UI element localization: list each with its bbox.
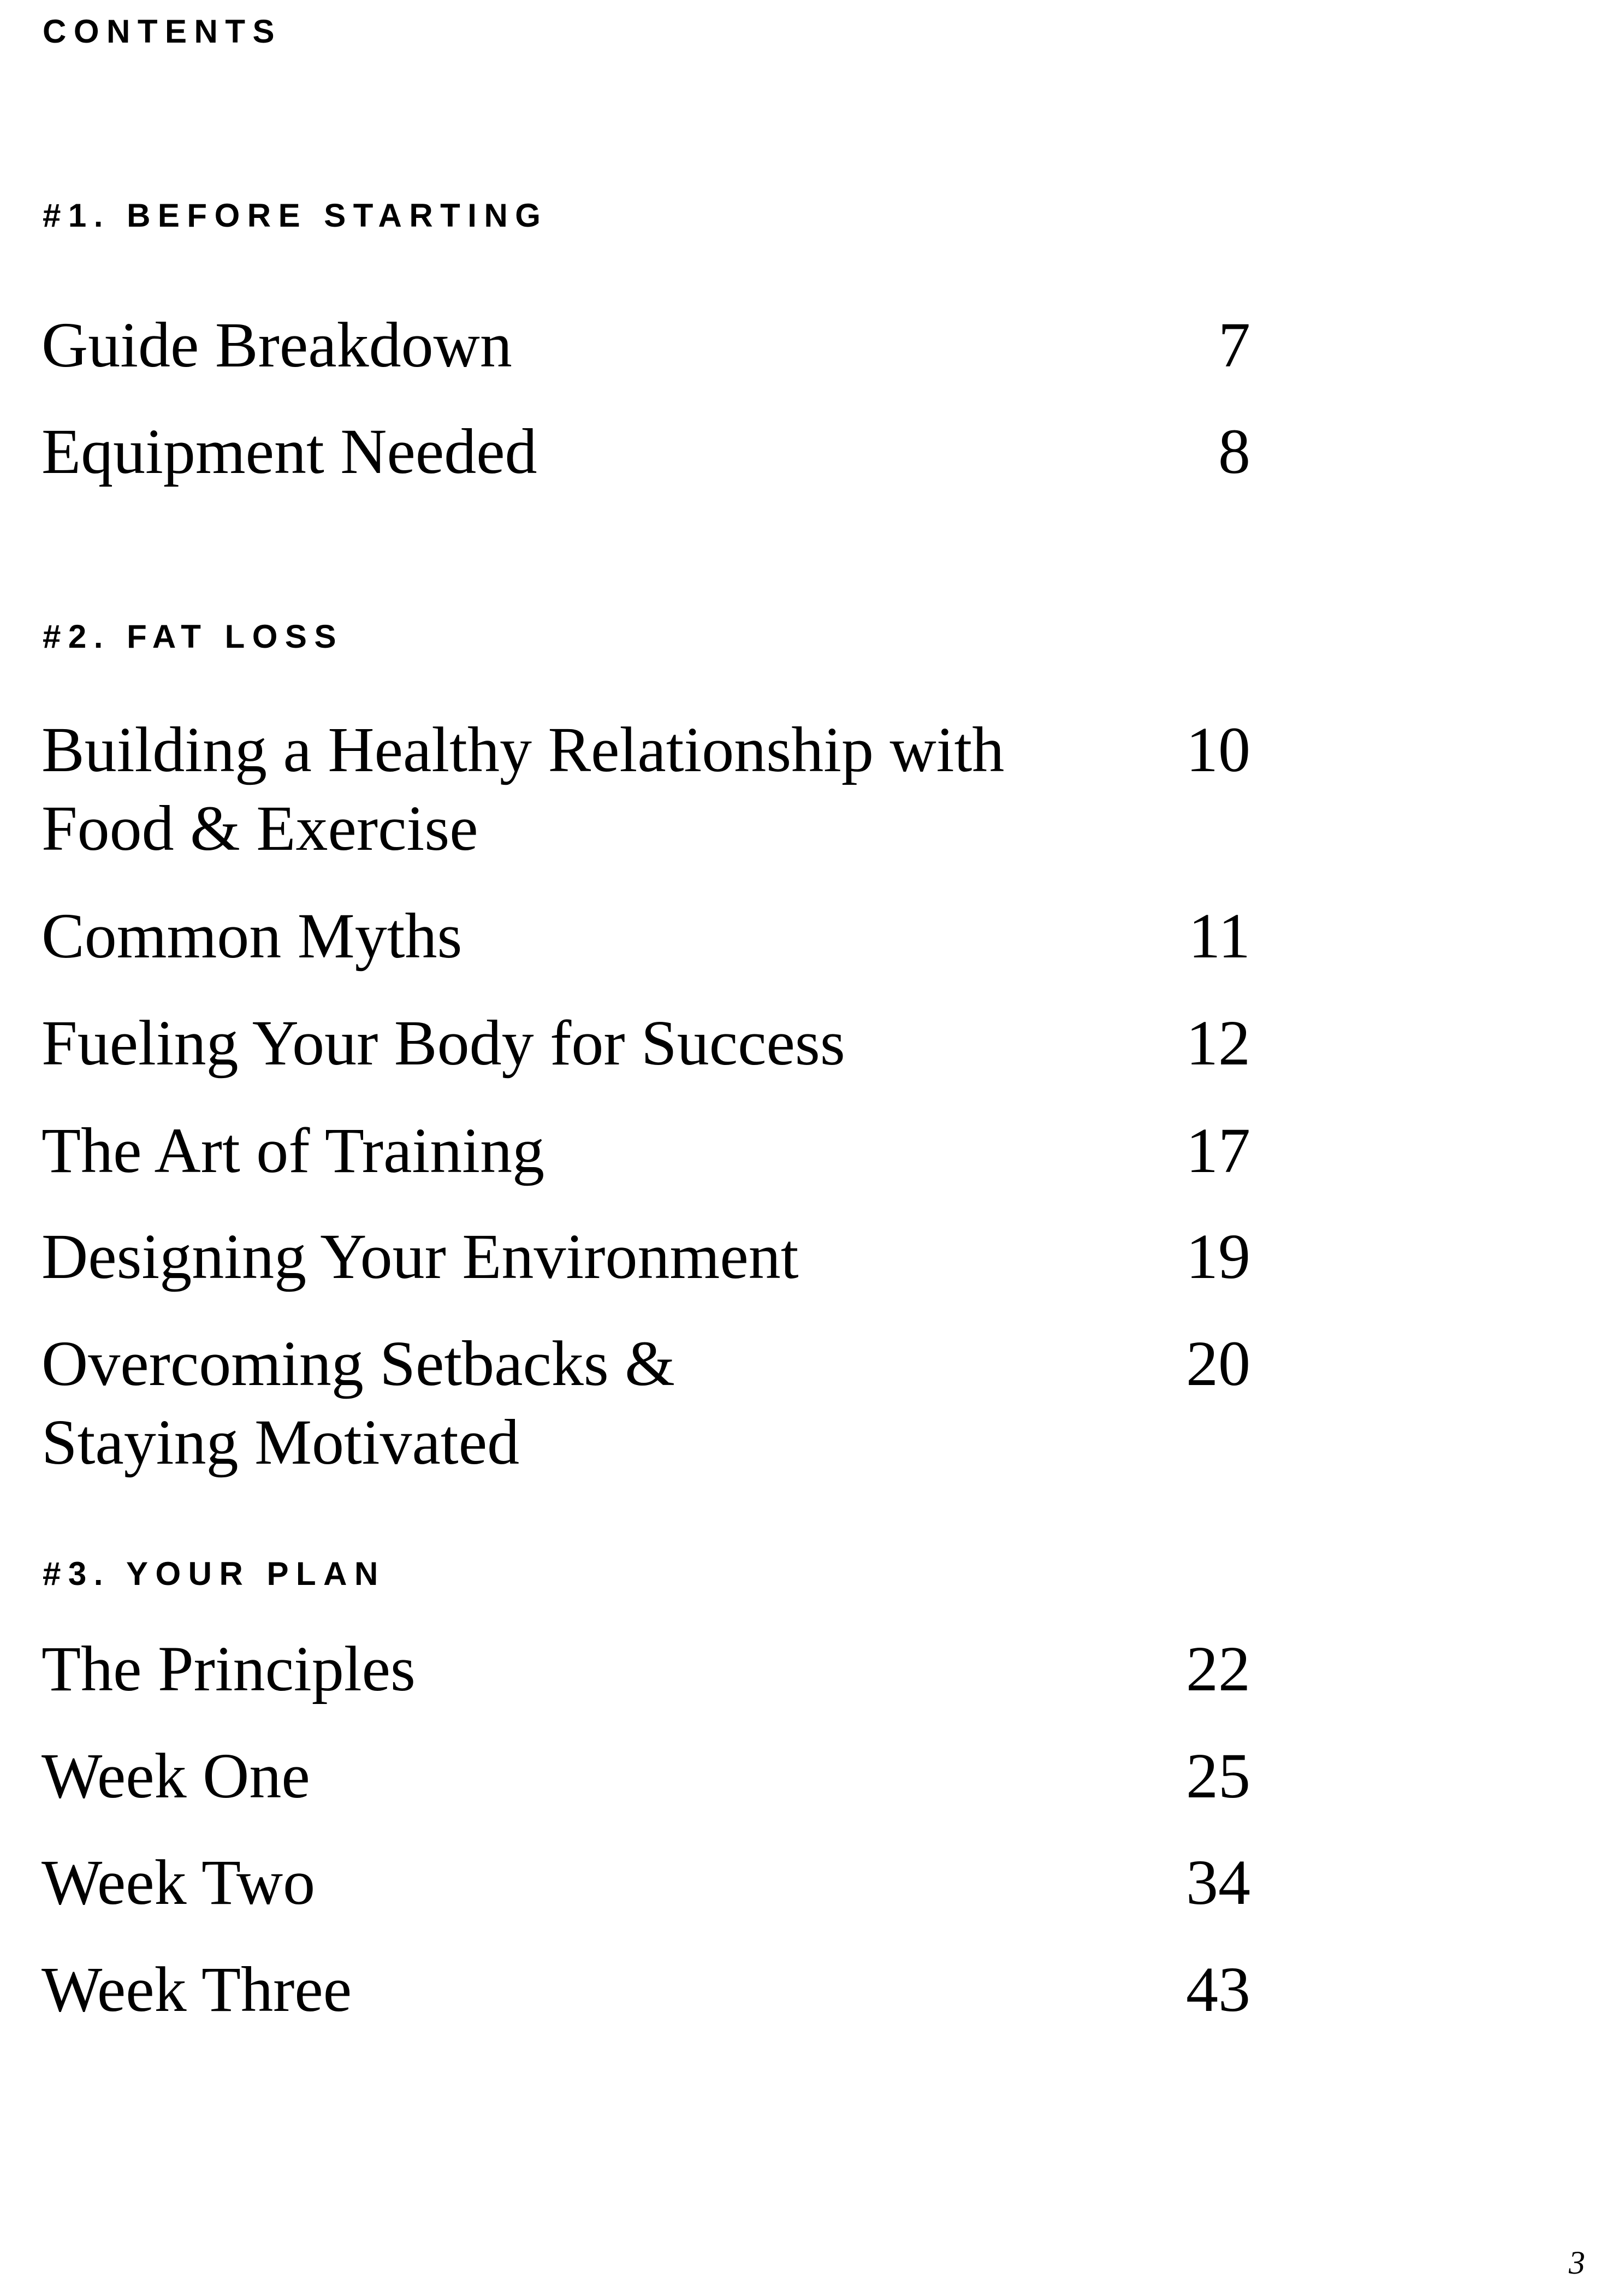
toc-entry-title [41, 1111, 544, 1190]
toc-entry-title [41, 1843, 315, 1922]
toc-entry-title-line: Building a Healthy Relationship with [41, 714, 1005, 785]
toc-entry-title [41, 1324, 675, 1482]
toc-entry-equipment-needed[interactable] [41, 412, 1250, 491]
toc-entry-page-number: 10 [1186, 714, 1250, 785]
toc-entry-fueling-your-body[interactable] [41, 1004, 1250, 1082]
toc-entry-the-principles[interactable] [41, 1630, 1250, 1708]
toc-entry-page-number: 22 [1186, 1633, 1250, 1705]
toc-entry-common-myths[interactable] [41, 897, 1250, 975]
toc-entry-week-three[interactable] [41, 1950, 1250, 2029]
toc-entry-title-line: Common Myths [41, 900, 462, 972]
toc-entry-title-line: Week One [41, 1740, 310, 1812]
toc-entry-art-of-training[interactable] [41, 1111, 1250, 1190]
page-number: 3 [1569, 2245, 1585, 2281]
toc-entry-title-line: Overcoming Setbacks & [41, 1328, 675, 1399]
toc-entry-page-number: 17 [1186, 1115, 1250, 1186]
toc-entry-title-line: Fueling Your Body for Success [41, 1007, 845, 1079]
toc-entry-week-two[interactable] [41, 1843, 1250, 1922]
toc-entry-page-number: 7 [1218, 309, 1250, 381]
toc-entry-designing-environment[interactable] [41, 1217, 1250, 1296]
toc-entry-title-line: Week Two [41, 1847, 316, 1918]
toc-entry-page-number: 20 [1186, 1328, 1250, 1399]
toc-entry-title-line: The Art of Training [41, 1115, 545, 1186]
toc-entry-page-number: 11 [1188, 900, 1250, 972]
toc-entry-title [41, 897, 462, 975]
toc-entry-page-number: 43 [1186, 1954, 1250, 2025]
toc-entry-title [41, 1004, 845, 1082]
toc-entry-title-line: Staying Motivated [41, 1406, 520, 1478]
toc-entry-title-line: Week Three [41, 1954, 352, 2025]
toc-entry-title-line: The Principles [41, 1633, 416, 1705]
toc-entry-guide-breakdown[interactable] [41, 306, 1250, 384]
toc-entry-title [41, 1630, 416, 1708]
toc-entry-title-line: Guide Breakdown [41, 309, 512, 381]
toc-entry-week-one[interactable] [41, 1737, 1250, 1815]
toc-entry-page-number: 8 [1218, 416, 1250, 487]
toc-entry-title [41, 306, 512, 384]
toc-entry-title-line: Food & Exercise [41, 792, 478, 864]
toc-entry-page-number: 25 [1186, 1740, 1250, 1812]
toc-entry-title [41, 412, 537, 491]
section-heading-your-plan: #3. YOUR PLAN [43, 1555, 386, 1592]
toc-entry-title [41, 1737, 310, 1815]
section-heading-fat-loss: #2. FAT LOSS [43, 618, 343, 655]
toc-entry-title-line: Designing Your Environment [41, 1221, 799, 1292]
section-heading-before-starting: #1. BEFORE STARTING [43, 197, 548, 234]
toc-entry-title [41, 1950, 352, 2029]
toc-entry-title [41, 711, 1004, 868]
toc-entry-overcoming-setbacks[interactable] [41, 1324, 1250, 1482]
toc-entry-title-line: Equipment Needed [41, 416, 537, 487]
toc-entry-page-number: 19 [1186, 1221, 1250, 1292]
toc-entry-title [41, 1217, 799, 1296]
toc-entry-healthy-relationship[interactable] [41, 711, 1250, 868]
toc-entry-page-number: 12 [1186, 1007, 1250, 1079]
toc-entry-page-number: 34 [1186, 1847, 1250, 1918]
page-title: CONTENTS [43, 13, 282, 50]
